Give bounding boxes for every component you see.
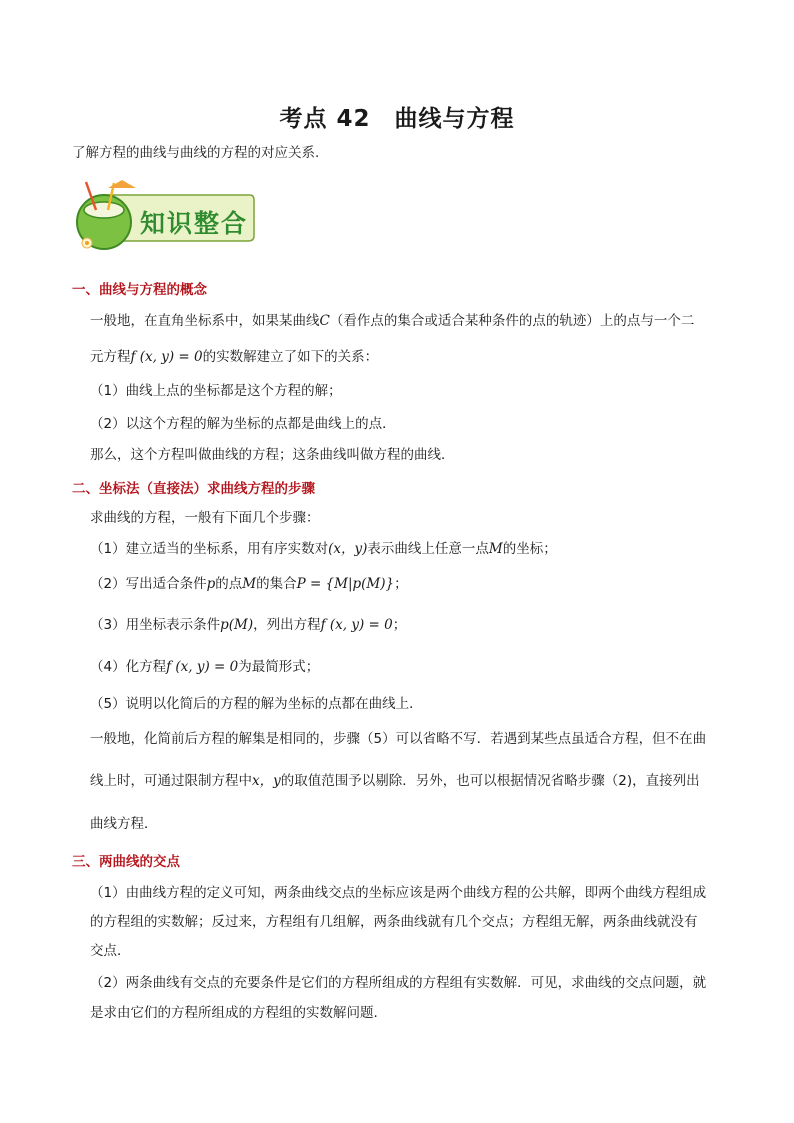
s3-para-1-line1: （1）由曲线方程的定义可知，两条曲线交点的坐标应该是两个曲线方程的公共解，即两个曲线方程组成 (90, 885, 707, 901)
s1-paragraph-line2: 元方程f (x, y) = 0的实数解建立了如下的关系： (90, 349, 379, 365)
s2-step-2: （2）写出适合条件p的点M的集合P = {M|p(M)}； (90, 576, 408, 592)
s1-paragraph-line1: 一般地，在直角坐标系中，如果某曲线C（看作点的集合或适合某种条件的点的轨迹）上的点与一个二 (90, 313, 695, 329)
s2-step-5: （5）说明以化简后的方程的解为坐标的点都在曲线上． (90, 696, 423, 712)
s3-para-2-line2: 是求由它们的方程所组成的方程组的实数解问题. (90, 1005, 378, 1021)
s2-note-line2: 线上时，可通过限制方程中x，y的取值范围予以剔除．另外，也可以根据情况省略步骤（2)，直接列出 (90, 773, 700, 789)
s2-step-1: （1）建立适当的坐标系，用有序实数对(x，y)表示曲线上任意一点M的坐标； (90, 541, 557, 557)
s1-conclusion: 那么，这个方程叫做曲线的方程；这条曲线叫做方程的曲线． (90, 447, 455, 463)
s2-note-line3: 曲线方程． (90, 816, 158, 832)
section-3-heading: 三、两曲线的交点 (72, 854, 180, 870)
s2-step-3: （3）用坐标表示条件p(M)，列出方程f (x, y) = 0； (90, 617, 407, 633)
s2-note-line1: 一般地，化简前后方程的解集是相同的，步骤（5）可以省略不写．若遇到某些点虽适合方程，但不在曲 (90, 731, 707, 747)
s1-item-2: （2）以这个方程的解为坐标的点都是曲线上的点． (90, 416, 396, 432)
section-2-heading: 二、坐标法（直接法）求曲线方程的步骤 (72, 481, 315, 497)
knowledge-banner (72, 180, 257, 254)
s3-para-2-line1: （2）两条曲线有交点的充要条件是它们的方程所组成的方程组有实数解．可见，求曲线的交点问题，就 (90, 975, 707, 991)
intro-text: 了解方程的曲线与曲线的方程的对应关系. (72, 145, 320, 161)
s2-step-4: （4）化方程f (x, y) = 0为最简形式； (90, 659, 320, 675)
page-title: 考点 42 曲线与方程 (279, 106, 515, 132)
s1-item-1: （1）曲线上点的坐标都是这个方程的解； (90, 383, 342, 399)
s3-para-1-line2: 的方程组的实数解；反过来，方程组有几组解，两条曲线就有几个交点；方程组无解，两条曲线就没有 (90, 914, 698, 930)
section-1-heading: 一、曲线与方程的概念 (72, 282, 207, 298)
banner-label: 知识整合 (140, 209, 249, 238)
s3-para-1-line3: 交点． (90, 943, 131, 959)
s2-lead: 求曲线的方程，一般有下面几个步骤： (90, 510, 320, 526)
